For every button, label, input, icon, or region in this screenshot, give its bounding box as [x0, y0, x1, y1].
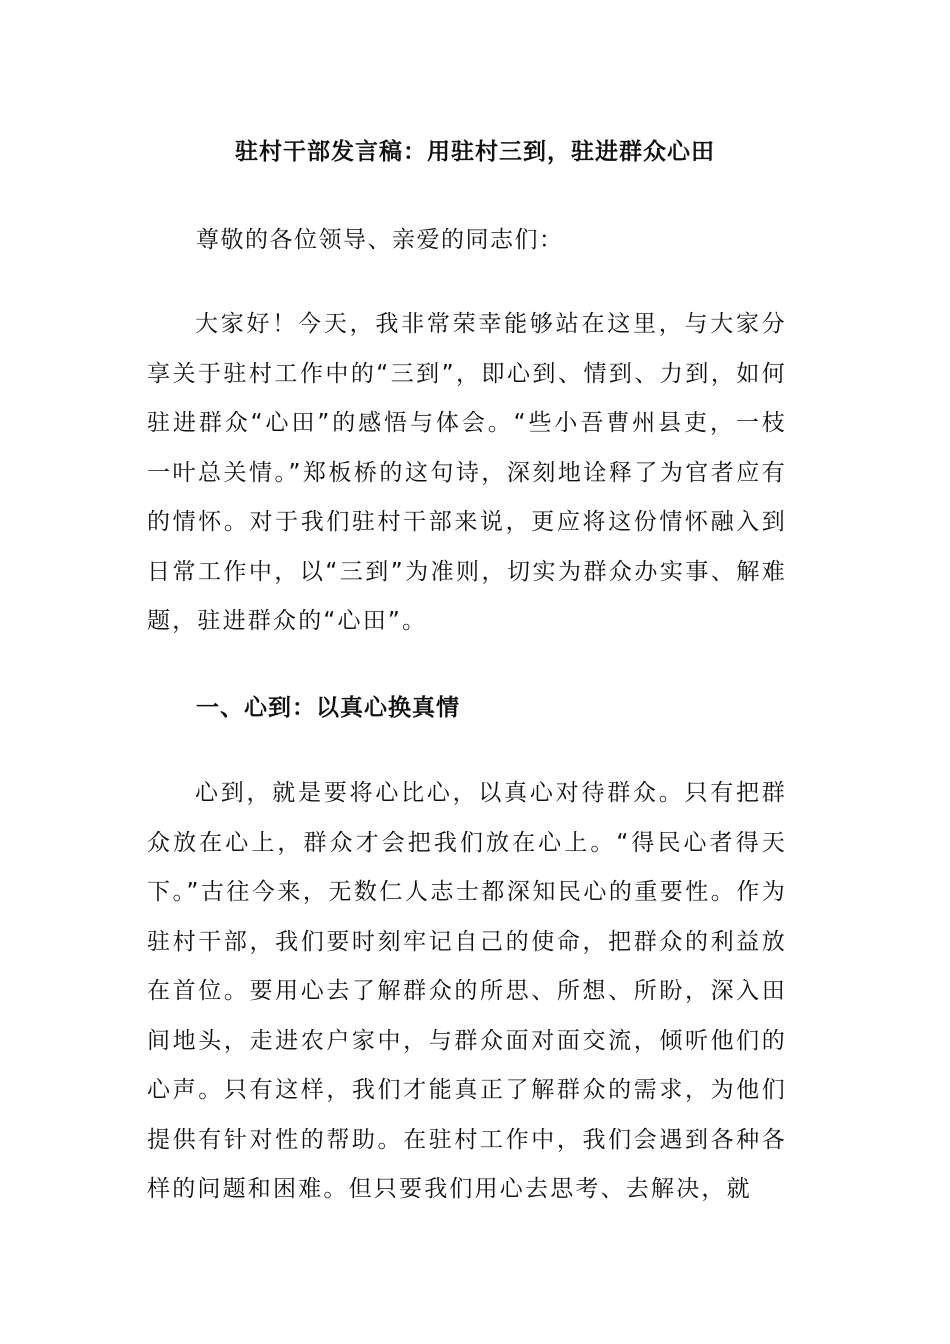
paragraph-intro: 大家好！今天，我非常荣幸能够站在这里，与大家分享关于驻村工作中的“三到”，即心到、情到、力到，如何驻进群众“心田”的感悟与体会。“些小吾曹州县吏，一枝一叶总关情。”郑板桥的这句诗，深刻地诠释了为官者应有的情怀。对于我们驻村干部来说，更应将这份情怀融入到日常工作中，以“三到”为准则，切实为群众办实事、解难题，驻进群众的“心田”。 [147, 311, 787, 634]
document-title: 驻村干部发言稿：用驻村三到，驻进群众心田 [235, 139, 715, 165]
paragraph-section-one: 心到，就是要将心比心，以真心对待群众。只有把群众放在心上，群众才会把我们放在心上。“得民心者得天下。”古往今来，无数仁人志士都深知民心的重要性。作为驻村干部，我们要时刻牢记自己的使命，把群众的利益放在首位。要用心去了解群众的所思、所想、所盼，深入田间地头，走进农户家中，与群众面对面交流，倾听他们的心声。只有这样，我们才能真正了解群众的需求，为他们提供有针对性的帮助。在驻村工作中，我们会遇到各种各样的问题和困难。但只要我们用心去思考、去解决，就 [147, 780, 787, 1202]
section-heading: 一、心到：以真心换真情 [196, 695, 460, 721]
salutation: 尊敬的各位领导、亲爱的同志们： [196, 227, 564, 253]
